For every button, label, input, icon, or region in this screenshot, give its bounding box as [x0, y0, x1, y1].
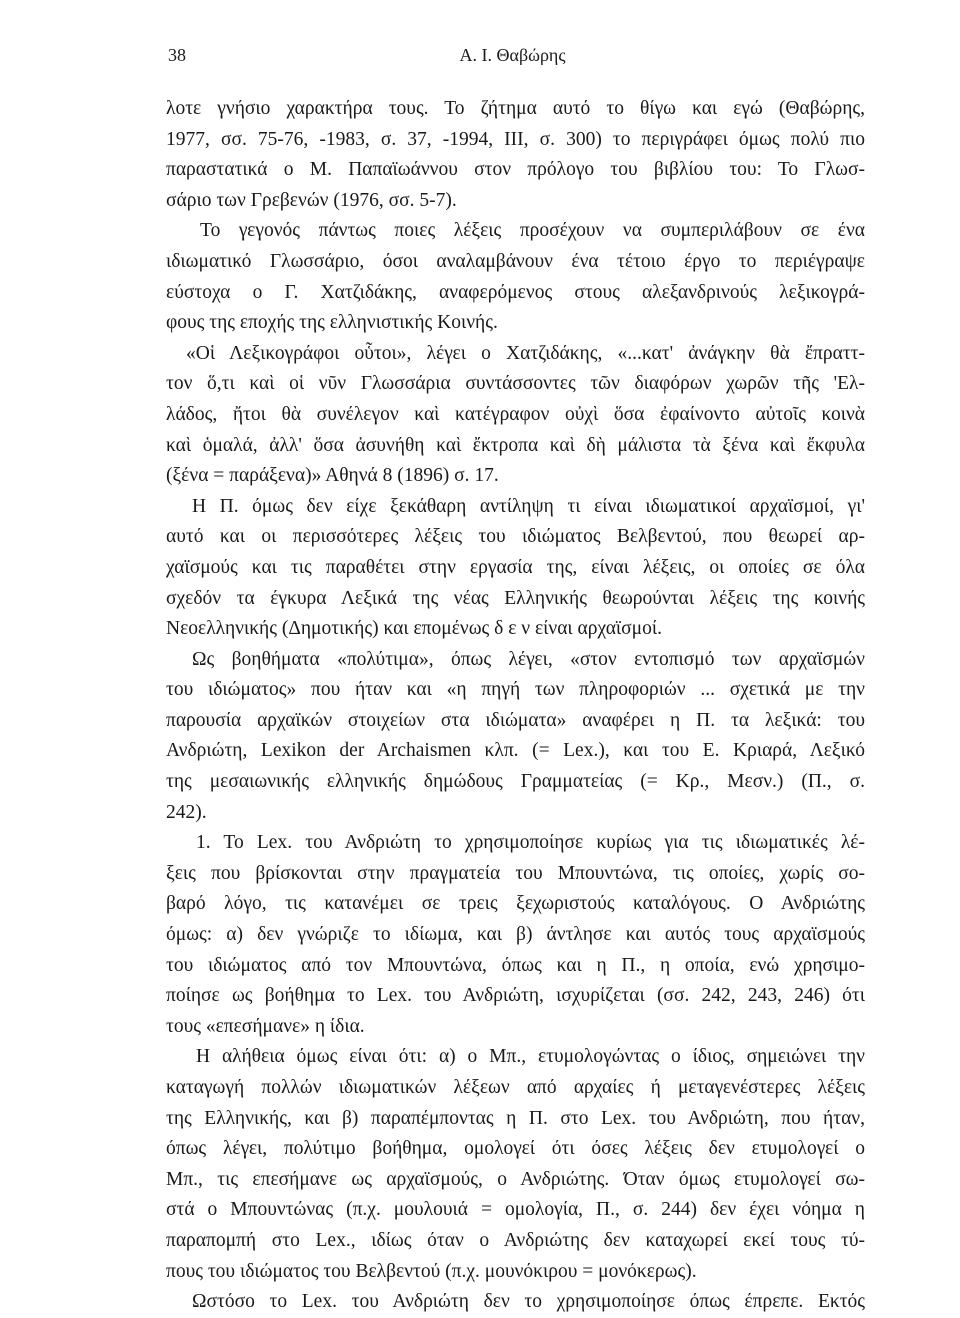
text-line: παραπομπή στο Lex., ιδίως όταν ο Ανδριώτης δεν καταχωρεί εκεί τους τύ-	[166, 1229, 865, 1251]
text-line: Το γεγονός πάντως ποιες λέξεις προσέχουν να συμπεριλάβουν σε ένα	[200, 220, 865, 242]
text-line: τον ὅ,τι καὶ οἱ νῦν Γλωσσάρια συντάσσοντες τῶν διαφόρων χωρῶν τῆς 'Ελ-	[166, 373, 865, 395]
text-line: Ανδριώτη, Lexikon der Archaismen κλπ. (= Lex.), και του Ε. Κριαρά, Λεξικό	[166, 740, 865, 762]
text-line: 1977, σσ. 75-76, -1983, σ. 37, -1994, ΙΙΙ, σ. 300) το περιγράφει όμως πολύ πιο	[166, 128, 865, 150]
text-line: λάδος, ἤτοι θὰ συνέλεγον καὶ κατέγραφον οὐχὶ ὅσα ἐφαίνοντο αὐτοῖς κοινὰ	[166, 403, 865, 425]
text-line: Η αλήθεια όμως είναι ότι: α) ο Μπ., ετυμολογώντας ο ίδιος, σημειώνει την	[196, 1046, 865, 1068]
text-line: όπως λέγει, πολύτιμο βοήθημα, ομολογεί ότι όσες λέξεις δεν ετυμολογεί ο	[166, 1138, 865, 1160]
text-line: πους του ιδιώματος του Βελβεντού (π.χ. μουνόκιρου = μονόκερως).	[166, 1260, 697, 1282]
text-line: σάριο των Γρεβενών (1976, σσ. 5-7).	[166, 189, 457, 211]
text-line: του ιδιώματος» που ήταν και «η πηγή των πληροφοριών ... σχετικά με την	[166, 679, 865, 701]
body-text	[166, 94, 865, 1318]
text-line: Νεοελληνικής (Δημοτικής) και επομένως δ ε ν είναι αρχαϊσμοί.	[166, 618, 663, 640]
text-line: παρουσία αρχαϊκών στοιχείων στα ιδιώματα» αναφέρει η Π. τα λεξικά: του	[166, 709, 865, 731]
text-line: του ιδιώματος από τον Μπουντώνα, όπως και η Π., η οποία, ενώ χρησιμο-	[166, 954, 865, 976]
page-number: 38	[168, 45, 186, 65]
text-line: αυτό και οι περισσότερες λέξεις του ιδιώματος Βελβεντού, που θεωρεί αρ-	[166, 526, 865, 548]
running-head: Α. Ι. Θαβώρης	[459, 45, 566, 65]
text-line: βαρό λόγο, τις κατανέμει σε τρεις ξεχωριστούς καταλόγους. Ο Ανδριώτης	[166, 893, 865, 915]
text-line: «Οἱ Λεξικογράφοι οὗτοι», λέγει ο Χατζιδάκης, «...κατ' ἀνάγκην θὰ ἔπραττ-	[186, 342, 865, 364]
text-line: 1. Το Lex. του Ανδριώτη το χρησιμοποίησε κυρίως για τις ιδιωματικές λέ-	[196, 832, 865, 854]
text-line: Ως βοηθήματα «πολύτιμα», όπως λέγει, «στον εντοπισμό των αρχαϊσμών	[192, 648, 865, 670]
page-header	[160, 45, 865, 75]
text-line: της μεσαιωνικής ελληνικής δημώδους Γραμματείας (= Κρ., Μεσν.) (Π., σ.	[166, 771, 865, 793]
text-line: φους της εποχής της ελληνιστικής Κοινής.	[166, 312, 498, 334]
text-line: καταγωγή πολλών ιδιωματικών λέξεων από αρχαίες ή μεταγενέστερες λέξεις	[166, 1077, 865, 1098]
text-line: καὶ ὁμαλά, ἀλλ' ὅσα ἀσυνήθη καὶ ἔκτροπα καὶ δὴ μάλιστα τὰ ξένα καὶ ἔκφυλα	[166, 434, 865, 456]
text-line: ποίησε ως βοήθημα το Lex. του Ανδριώτη, ισχυρίζεται (σσ. 242, 243, 246) ότι	[166, 985, 865, 1007]
text-line: εύστοχα ο Γ. Χατζιδάκης, αναφερόμενος στους αλεξανδρινούς λεξικογρά-	[166, 281, 865, 303]
text-line: Ωστόσο το Lex. του Ανδριώτη δεν το χρησιμοποίησε όπως έπρεπε. Εκτός	[192, 1291, 865, 1313]
text-line: στά ο Μπουντώνας (π.χ. μουλουιά = ομολογία, Π., σ. 244) δεν έχει νόημα η	[166, 1199, 865, 1221]
text-line: Η Π. όμως δεν είχε ξεκάθαρη αντίληψη τι είναι ιδιωματικοί αρχαϊσμοί, γι'	[192, 495, 865, 517]
text-line: παραστατικά ο Μ. Παπαϊωάννου στον πρόλογο του βιβλίου του: Το Γλωσ-	[166, 159, 865, 181]
text-line: τους «επεσήμανε» η ίδια.	[166, 1015, 365, 1037]
text-line: ιδιωματικό Γλωσσάριο, όσοι αναλαμβάνουν ένα τέτοιο έργο το περιέγραψε	[166, 250, 865, 272]
text-line: (ξένα = παράξενα)» Αθηνά 8 (1896) σ. 17.	[166, 465, 499, 487]
text-line: σχεδόν τα έγκυρα Λεξικά της νέας Ελληνικής θεωρούνται λέξεις της κοινής	[166, 587, 865, 609]
text-line: ξεις που βρίσκονται στην πραγματεία του Μπουντώνα, τις οποίες, χωρίς σο-	[166, 862, 865, 884]
text-line: Μπ., τις επεσήμανε ως αρχαϊσμούς, ο Ανδριώτης. Όταν όμως ετυμολογεί σω-	[166, 1168, 865, 1190]
text-line: 242).	[166, 801, 207, 823]
text-line: όμως: α) δεν γνώριζε το ιδίωμα, και β) άντλησε και αυτός τους αρχαϊσμούς	[166, 924, 865, 946]
text-line: της Ελληνικής, και β) παραπέμποντας η Π. στο Lex. του Ανδριώτη, που ήταν,	[166, 1107, 865, 1129]
text-line: χαϊσμούς και τις παραθέτει στην εργασία της, είναι λέξεις, οι οποίες σε όλα	[166, 556, 865, 578]
text-line: λοτε γνήσιο χαρακτήρα τους. Το ζήτημα αυτό το θίγω και εγώ (Θαβώρης,	[166, 98, 865, 119]
